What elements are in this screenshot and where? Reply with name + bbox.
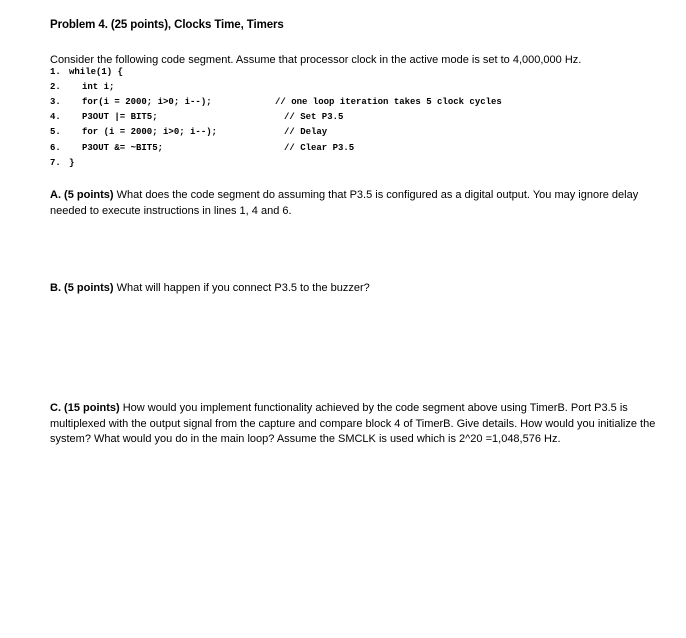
code-line-number: 7. — [50, 158, 61, 168]
question-a — [50, 188, 662, 219]
code-comment: // Set P3.5 — [284, 112, 344, 122]
question-b-text: What will happen if you connect P3.5 to the buzzer? — [113, 282, 370, 294]
code-line-number: 6. — [50, 143, 61, 153]
question-c-label: C. (15 points) — [50, 402, 120, 414]
question-b — [50, 281, 662, 297]
problem-title: Problem 4. (25 points), Clocks Time, Timers — [50, 19, 284, 31]
code-line-text: for (i = 2000; i>0; i--); — [82, 127, 218, 137]
question-a-text: What does the code segment do assuming that P3.5 is configured as a digital output. You may ignore delay needed to execute instructions in lines 1, 4 and 6. — [50, 189, 639, 217]
code-line-number: 4. — [50, 112, 61, 122]
question-a-label: A. (5 points) — [50, 189, 114, 201]
code-comment: // Delay — [284, 127, 328, 137]
code-line-text: } — [69, 158, 75, 168]
code-line-text: while(1) { — [69, 67, 124, 77]
code-line-text: P3OUT |= BIT5; — [82, 112, 158, 122]
code-line-number: 1. — [50, 67, 61, 77]
question-c-text: How would you implement functionality achieved by the code segment above using TimerB. Port P3.5 is multiplexed with the output signal from the capture and compare block 4 of TimerB. Give details. How would you initialize the system? What would you do in the main loop? Assume the SMCLK is used which is 2^20 =1,048,576 Hz. — [50, 402, 656, 445]
code-line-number: 2. — [50, 82, 61, 92]
code-comment: // Clear P3.5 — [284, 143, 355, 153]
code-line-number: 5. — [50, 127, 61, 137]
code-comment: // one loop iteration takes 5 clock cycles — [275, 97, 502, 107]
code-line-text: for(i = 2000; i>0; i--); — [82, 97, 212, 107]
code-line-text: P3OUT &= ~BIT5; — [82, 143, 164, 153]
question-c — [50, 401, 670, 448]
question-b-label: B. (5 points) — [50, 282, 114, 294]
problem-intro: Consider the following code segment. Assume that processor clock in the active mode is set to 4,000,000 Hz. — [50, 54, 582, 66]
code-line-text: int i; — [82, 82, 115, 92]
code-line-number: 3. — [50, 97, 61, 107]
